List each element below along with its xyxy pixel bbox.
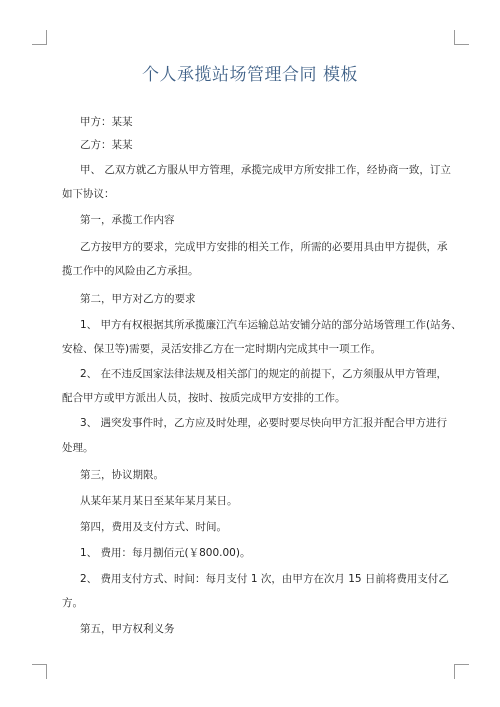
document-title: 个人承揽站场管理合同 模板 (142, 65, 358, 85)
paragraph-line: 3、 遇突发事件时，乙方应及时处理，必要时要尽快向甲方汇报并配合甲方进行 (80, 417, 448, 429)
crop-mark-bottom-right (454, 664, 469, 679)
paragraph-line: 揽工作中的风险由乙方承担。 (62, 265, 199, 277)
section-heading: 第二，甲方对乙方的要求 (80, 293, 196, 305)
section-heading: 第一，承揽工作内容 (80, 214, 175, 226)
paragraph-line: 如下协议： (62, 188, 115, 200)
paragraph-line: 处理。 (62, 442, 94, 454)
paragraph-line: 甲、 乙双方就乙方服从甲方管理，承揽完成甲方所安排工作，经协商一致，订立 (80, 164, 451, 176)
paragraph-line: 1、 费用：每月捌佰元(￥800.00)。 (80, 547, 251, 559)
paragraph-line: 安检、保卫等)需要，灵活安排乙方在一定时期内完成其中一项工作。 (62, 343, 382, 355)
party-a-line: 甲方：某某 (80, 116, 133, 128)
crop-mark-top-left (32, 30, 47, 45)
section-heading: 第四，费用及支付方式、时间。 (80, 521, 227, 533)
paragraph-line: 从某年某月某日至某年某月某日。 (80, 495, 238, 507)
paragraph-line: 2、 在不违反国家法律法规及相关部门的规定的前提下，乙方须服从甲方管理， (80, 368, 448, 380)
paragraph-line: 乙方按甲方的要求，完成甲方安排的相关工作，所需的必要用具由甲方提供，承 (80, 241, 448, 253)
crop-mark-bottom-left (32, 664, 47, 679)
section-heading: 第三，协议期限。 (80, 469, 164, 481)
section-heading: 第五，甲方权利义务 (80, 623, 175, 635)
party-b-line: 乙方：某某 (80, 139, 133, 151)
paragraph-line: 配合甲方或甲方派出人员，按时、按质完成甲方安排的工作。 (62, 392, 346, 404)
paragraph-line: 方。 (62, 597, 83, 609)
crop-mark-top-right (454, 30, 469, 45)
paragraph-line: 1、 甲方有权根据其所承揽廉江汽车运输总站安铺分站的部分站场管理工作(站务、 (80, 319, 462, 331)
paragraph-line: 2、 费用支付方式、时间：每月支付 1 次，由甲方在次月 15 日前将费用支付乙 (80, 573, 449, 585)
